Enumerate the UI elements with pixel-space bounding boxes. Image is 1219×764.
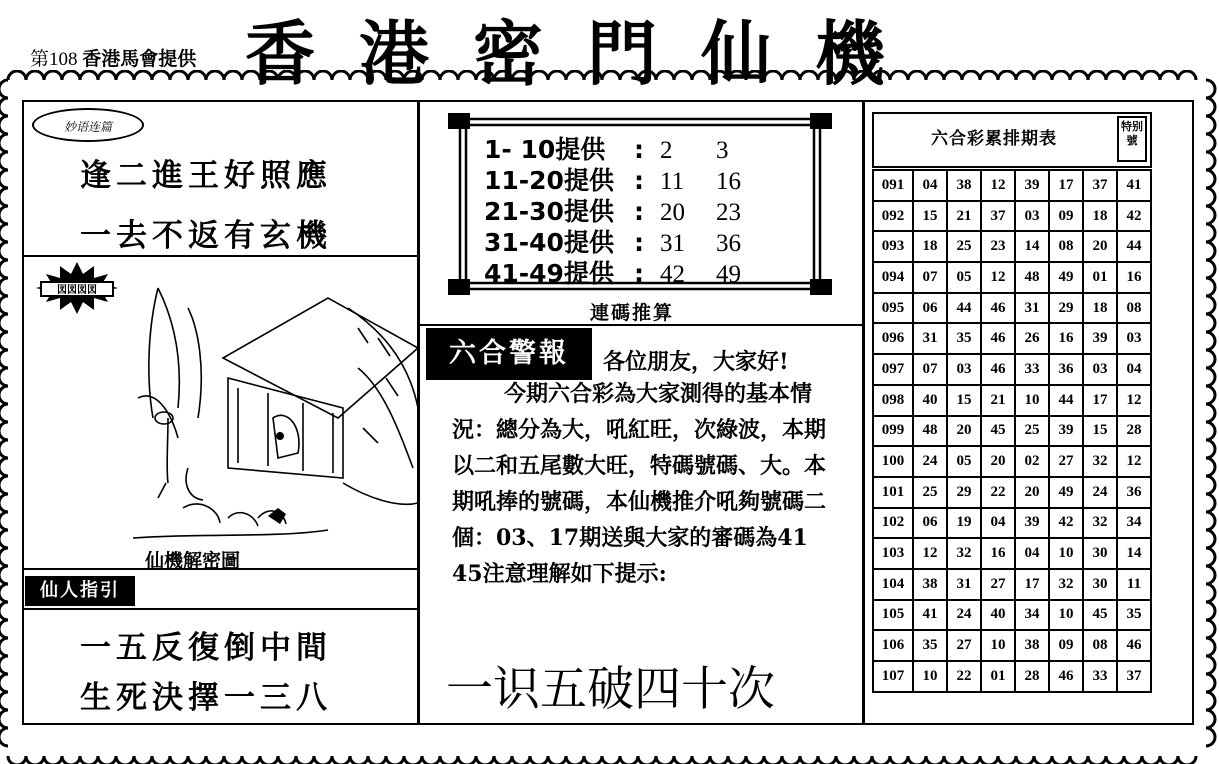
provider-value-2: 16 <box>716 168 741 195</box>
period-cell: 105 <box>873 600 913 631</box>
number-cell: 05 <box>947 446 981 477</box>
number-cell: 39 <box>1083 323 1117 354</box>
table-row <box>873 354 1151 385</box>
number-cell: 32 <box>1083 446 1117 477</box>
number-cell: 12 <box>981 262 1015 293</box>
number-cell: 37 <box>1117 661 1151 692</box>
provider-value-1: 20 <box>660 199 685 226</box>
alarm-label: 六合警報 <box>426 328 592 380</box>
number-cell: 35 <box>1117 600 1151 631</box>
provider-sep: : <box>634 135 644 164</box>
number-cell: 20 <box>947 416 981 447</box>
number-cell: 08 <box>1117 293 1151 324</box>
number-cell: 45 <box>1083 600 1117 631</box>
issue-number <box>30 44 196 71</box>
table-row <box>873 446 1151 477</box>
table-row <box>873 323 1151 354</box>
divider-right <box>862 100 865 725</box>
provider-range: 1- 10提供 <box>484 135 606 164</box>
number-cell: 06 <box>913 293 947 324</box>
provider-sep: : <box>634 228 644 257</box>
number-cell: 04 <box>1117 354 1151 385</box>
pavilion-illustration <box>128 268 420 558</box>
provider-sep: : <box>634 166 644 195</box>
number-cell: 21 <box>947 201 981 232</box>
number-cell: 27 <box>981 569 1015 600</box>
number-cell: 44 <box>947 293 981 324</box>
table-row <box>873 630 1151 661</box>
table-row <box>873 262 1151 293</box>
number-cell: 24 <box>947 600 981 631</box>
number-cell: 29 <box>1049 293 1083 324</box>
number-cell: 17 <box>1049 170 1083 201</box>
number-cell: 48 <box>913 416 947 447</box>
number-cell: 33 <box>1015 354 1049 385</box>
table-row <box>873 477 1151 508</box>
table-row <box>873 569 1151 600</box>
number-cell: 49 <box>1049 262 1083 293</box>
number-cell: 10 <box>913 661 947 692</box>
number-cell: 15 <box>913 201 947 232</box>
guide-line-1: 一五反復倒中間 <box>80 630 332 666</box>
number-cell: 36 <box>1117 477 1151 508</box>
number-cell: 24 <box>913 446 947 477</box>
number-cell: 10 <box>1049 600 1083 631</box>
number-cell: 19 <box>947 508 981 539</box>
number-cell: 39 <box>1015 170 1049 201</box>
number-cell: 30 <box>1083 569 1117 600</box>
number-cell: 08 <box>1083 630 1117 661</box>
number-cell: 32 <box>947 538 981 569</box>
alarm-body: 今期六合彩為大家測得的基本情況：總分為大，吼紅旺，次綠波，本期以二和五尾數大旺，特碼號碼、大。本期吼捧的號碼，本仙機推介吼夠號碼二個：03、17期送與大家的審碼為41 45注意理解如下提示: <box>452 381 827 587</box>
number-cell: 37 <box>1083 170 1117 201</box>
table-row <box>873 293 1151 324</box>
number-cell: 14 <box>1117 538 1151 569</box>
poem-line-1: 逢二進王好照應 <box>80 158 332 194</box>
provider-range: 31-40提供 <box>484 228 614 257</box>
number-cell: 12 <box>913 538 947 569</box>
provider-value-1: 42 <box>660 261 685 288</box>
period-cell: 100 <box>873 446 913 477</box>
number-cell: 22 <box>981 477 1015 508</box>
period-cell: 095 <box>873 293 913 324</box>
number-cell: 02 <box>1015 446 1049 477</box>
number-cell: 08 <box>1049 231 1083 262</box>
number-cell: 20 <box>981 446 1015 477</box>
number-cell: 16 <box>981 538 1015 569</box>
number-cell: 29 <box>947 477 981 508</box>
number-cell: 11 <box>1117 569 1151 600</box>
number-cell: 44 <box>1049 385 1083 416</box>
provider-value-2: 49 <box>716 261 741 288</box>
number-cell: 07 <box>913 262 947 293</box>
table-row <box>873 600 1151 631</box>
number-cell: 16 <box>1049 323 1083 354</box>
provider-sep: : <box>634 197 644 226</box>
draw-history-table <box>872 169 1152 693</box>
number-cell: 25 <box>947 231 981 262</box>
provider-value-1: 11 <box>660 168 685 195</box>
number-cell: 07 <box>913 354 947 385</box>
number-cell: 46 <box>981 354 1015 385</box>
period-cell: 096 <box>873 323 913 354</box>
period-cell: 091 <box>873 170 913 201</box>
table-row <box>873 170 1151 201</box>
provider-value-2: 36 <box>716 230 741 257</box>
number-cell: 39 <box>1049 416 1083 447</box>
number-cell: 36 <box>1049 354 1083 385</box>
period-cell: 106 <box>873 630 913 661</box>
number-cell: 06 <box>913 508 947 539</box>
number-cell: 27 <box>947 630 981 661</box>
number-cell: 10 <box>981 630 1015 661</box>
number-cell: 26 <box>1015 323 1049 354</box>
number-cell: 28 <box>1117 416 1151 447</box>
number-cell: 31 <box>947 569 981 600</box>
guide-label: 仙人指引 <box>25 576 135 606</box>
number-cell: 12 <box>1117 385 1151 416</box>
provider-value-1: 2 <box>660 137 673 164</box>
table-row <box>873 201 1151 232</box>
number-cell: 17 <box>1083 385 1117 416</box>
number-cell: 35 <box>913 630 947 661</box>
number-cell: 03 <box>1015 201 1049 232</box>
number-cell: 04 <box>981 508 1015 539</box>
number-cell: 18 <box>913 231 947 262</box>
number-cell: 24 <box>1083 477 1117 508</box>
number-cell: 39 <box>1015 508 1049 539</box>
provider-sep: : <box>634 259 644 288</box>
number-cell: 41 <box>913 600 947 631</box>
alarm-greeting: 各位朋友，大家好! <box>603 349 789 375</box>
provider-range: 21-30提供 <box>484 197 614 226</box>
period-cell: 099 <box>873 416 913 447</box>
table-row <box>873 416 1151 447</box>
number-cell: 20 <box>1015 477 1049 508</box>
number-cell: 12 <box>981 170 1015 201</box>
period-cell: 093 <box>873 231 913 262</box>
number-cell: 03 <box>1083 354 1117 385</box>
provider-range: 41-49提供 <box>484 259 614 288</box>
number-cell: 37 <box>981 201 1015 232</box>
number-cell: 34 <box>1117 508 1151 539</box>
divider-guide <box>22 608 418 610</box>
provider-value-2: 23 <box>716 199 741 226</box>
special-number-label: 特别號 <box>1117 116 1147 162</box>
provider-value-1: 31 <box>660 230 685 257</box>
badge-miaoyu: 妙语连篇 <box>32 108 144 142</box>
number-cell: 42 <box>1049 508 1083 539</box>
number-cell: 16 <box>1117 262 1151 293</box>
number-cell: 25 <box>1015 416 1049 447</box>
number-cell: 15 <box>947 385 981 416</box>
number-cell: 41 <box>1117 170 1151 201</box>
number-cell: 31 <box>913 323 947 354</box>
number-cell: 38 <box>947 170 981 201</box>
number-cell: 23 <box>981 231 1015 262</box>
period-cell: 104 <box>873 569 913 600</box>
number-cell: 48 <box>1015 262 1049 293</box>
number-cell: 10 <box>1049 538 1083 569</box>
illustration-caption: 仙機解密圖 <box>145 550 241 572</box>
number-cell: 09 <box>1049 201 1083 232</box>
number-cell: 32 <box>1049 569 1083 600</box>
number-cell: 46 <box>981 323 1015 354</box>
number-cell: 40 <box>913 385 947 416</box>
issue-prefix: 第108 <box>30 49 78 70</box>
number-cell: 01 <box>981 661 1015 692</box>
number-cell: 20 <box>1083 231 1117 262</box>
period-cell: 092 <box>873 201 913 232</box>
guide-line-2: 生死決擇一三八 <box>80 680 332 716</box>
table-title: 六合彩累排期表 <box>931 129 1057 149</box>
table-row <box>873 538 1151 569</box>
number-cell: 42 <box>1117 201 1151 232</box>
number-cell: 40 <box>981 600 1015 631</box>
number-cell: 25 <box>913 477 947 508</box>
number-cell: 44 <box>1117 231 1151 262</box>
number-cell: 46 <box>1117 630 1151 661</box>
table-row <box>873 508 1151 539</box>
number-cell: 46 <box>1049 661 1083 692</box>
number-cell: 12 <box>1117 446 1151 477</box>
number-cell: 31 <box>1015 293 1049 324</box>
star-label: 図図図図 <box>40 281 114 297</box>
number-cell: 35 <box>947 323 981 354</box>
number-cell: 18 <box>1083 293 1117 324</box>
divider-poem <box>22 255 418 257</box>
number-cell: 01 <box>1083 262 1117 293</box>
number-cell: 09 <box>1049 630 1083 661</box>
page-title: 香港密門仙機 <box>245 13 929 95</box>
provider-caption: 連碼推算 <box>590 302 675 324</box>
number-cell: 17 <box>1015 569 1049 600</box>
period-cell: 103 <box>873 538 913 569</box>
number-cell: 18 <box>1083 201 1117 232</box>
number-cell: 03 <box>1117 323 1151 354</box>
period-cell: 094 <box>873 262 913 293</box>
number-cell: 22 <box>947 661 981 692</box>
number-cell: 34 <box>1015 600 1049 631</box>
provider-row <box>484 254 756 290</box>
period-cell: 098 <box>873 385 913 416</box>
number-cell: 33 <box>1083 661 1117 692</box>
number-cell: 03 <box>947 354 981 385</box>
period-cell: 107 <box>873 661 913 692</box>
number-cell: 05 <box>947 262 981 293</box>
number-cell: 15 <box>1083 416 1117 447</box>
number-cell: 45 <box>981 416 1015 447</box>
provider-range: 11-20提供 <box>484 166 614 195</box>
table-row <box>873 661 1151 692</box>
number-cell: 38 <box>1015 630 1049 661</box>
table-row <box>873 385 1151 416</box>
poem-line-2: 一去不返有玄機 <box>80 218 332 254</box>
table-row <box>873 231 1151 262</box>
number-cell: 49 <box>1049 477 1083 508</box>
number-cell: 46 <box>981 293 1015 324</box>
number-cell: 32 <box>1083 508 1117 539</box>
number-cell: 27 <box>1049 446 1083 477</box>
motto: 一识五破四十次 <box>446 664 775 716</box>
number-cell: 04 <box>1015 538 1049 569</box>
number-cell: 30 <box>1083 538 1117 569</box>
period-cell: 101 <box>873 477 913 508</box>
number-cell: 10 <box>1015 385 1049 416</box>
issue-provider: 香港馬會提供 <box>82 49 197 70</box>
number-cell: 38 <box>913 569 947 600</box>
number-cell: 21 <box>981 385 1015 416</box>
provider-value-2: 3 <box>716 137 729 164</box>
number-cell: 28 <box>1015 661 1049 692</box>
period-cell: 097 <box>873 354 913 385</box>
period-cell: 102 <box>873 508 913 539</box>
number-cell: 04 <box>913 170 947 201</box>
number-cell: 14 <box>1015 231 1049 262</box>
